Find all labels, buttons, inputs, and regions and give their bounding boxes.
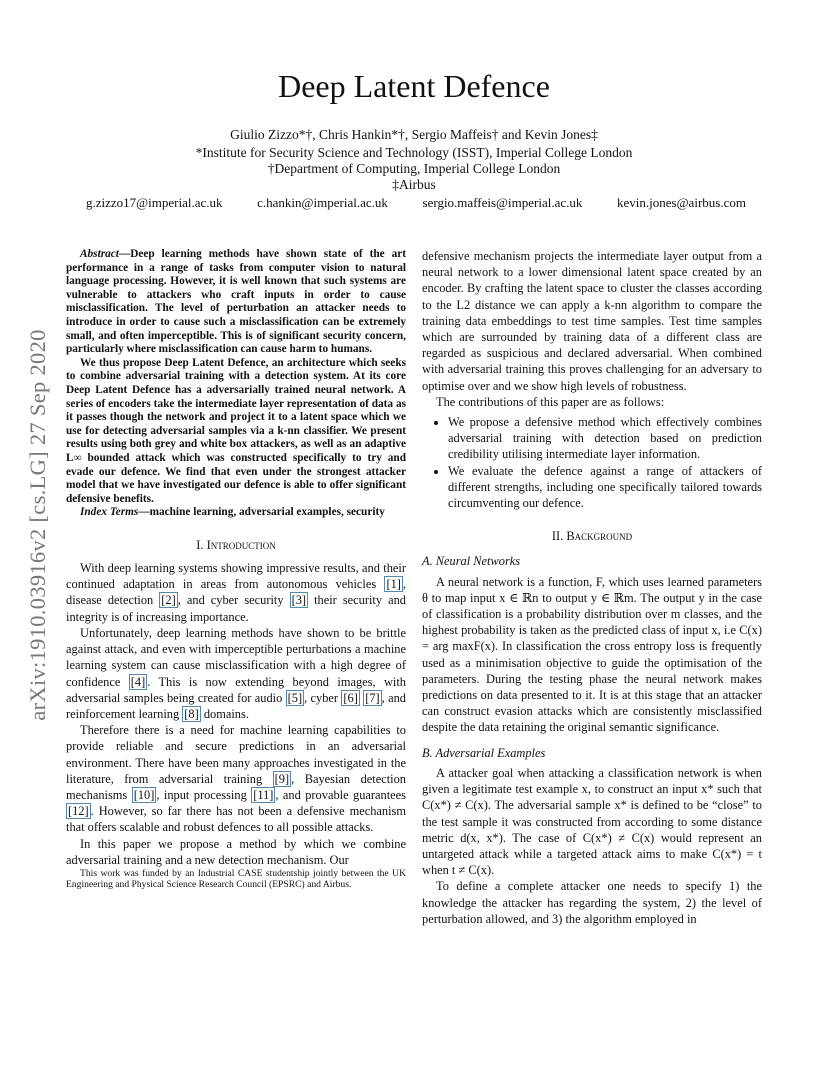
affiliation-airbus: ‡Airbus [392,177,436,192]
abstract-text: —Deep learning methods have shown state of the art performance in a range of tasks from computer vision to natural language processing. However, it is well known that such systems are vulnerable to attackers who craft inputs in order to cause misclassification. The level of perturbation an attacker needs to introduce in order to cause such a misclassification can be extremely small, and often imperceptible. This is of significant security concern, particularly where misclassification can cause harm to humans. [66,248,406,356]
index-terms-text: —machine learning, adversarial examples, security [138,506,385,519]
intro-p1: With deep learning systems showing impressive results, and their continued adaptation in areas from autonomous vehicles [1] , disease detection [2] , and cyber security [3] their security and integrity is of increasing importance. [66,561,406,624]
subsection-neural-networks: A. Neural Networks [422,554,521,569]
arxiv-sidebar [24,285,52,765]
intro-p2: Unfortunately, deep learning methods have shown to be brittle against attack, and even with imperceptible perturbations a machine learning system can cause misclassification with a high degree of confidence [4] . This is now extending beyond images, with adversarial samples being created for audio [5] , cyber [6] [7] , and reinforcement learning [8] domains. [66,625,407,721]
intro-p3: Therefore there is a need for machine learning capabilities to provide reliable and secure predictions in an adversarial environment. There have been many approaches investigated in the literature, from adversarial training [9] , Bayesian detection mechanisms [10] , input processing [11] , and provable guarantees [12] . However, so far there has not been a defensive mechanism that offers scalable and robust defences to all possible attacks. [66,723,406,835]
right-column [422,248,762,927]
email-zizzo[interactable]: g.zizzo17@imperial.ac.uk [86,195,223,210]
citation-link[interactable]: [6] [343,690,358,705]
list-item: • We propose a defensive method which effectively combines adversarial training with detection based on prediction credibility utilising intermediate layer information. [448,414,762,463]
section-intro-heading: I. Introduction [196,537,276,552]
index-terms [66,506,406,520]
contributions-intro: The contributions of this paper are as follows: [436,394,665,409]
intro-p4: In this paper we propose a method by which we combine adversarial training and a new detection mechanism. Our [66,836,406,867]
citation-link[interactable]: [9] [274,771,290,786]
email-jones[interactable]: kevin.jones@airbus.com [617,195,746,210]
paper-title: Deep Latent Defence [278,68,550,104]
citation-link[interactable]: [2] [161,593,176,608]
contributions-list [422,414,762,511]
abstract-p2: We thus propose Deep Latent Defence, an architecture which seeks to combine adversarial training with a detection system. At its core Deep Latent Defence has a adversarially trained neural network. A series of encoders take the intermediate layer representation of data as it passes though the network and project it to a latent space which we use for detecting adversarial samples via a k-nn classifier. We present results using both grey and white box attackers, as well as an adaptive L∞ bounded attack which was constructed specifically to try and evade our defence. We find that even under the strongest attacker model that we have investigated our defence is able to offer significant defensive benefits. [66,356,406,505]
citation-link[interactable]: [4] [130,674,146,689]
arxiv-identifier: arXiv:1910.03916v2 [cs.LG] 27 Sep 2020 [25,329,50,721]
subsection-adversarial-examples: B. Adversarial Examples [422,745,546,760]
index-terms-label: Index Terms [80,506,139,519]
citation-link[interactable]: [11] [253,787,274,802]
section-background-heading: II. Background [551,529,633,544]
list-item: • We evaluate the defence against a range of attackers of different strengths, including one specifically tailored towards circumventing our defence. [448,463,762,512]
affiliation-isst: *Institute for Security Science and Technology (ISST), Imperial College London [195,145,633,160]
author-list: Giulio Zizzo*†, Chris Hankin*†, Sergio Maffeis† and Kevin Jones‡ [230,127,598,142]
citation-link[interactable]: [5] [287,690,303,705]
citation-link[interactable]: [7] [365,690,380,705]
funding-footnote: This work was funded by an Industrial CASE studentship jointly between the UK Engineering and Physical Science Research Council (EPSRC) and Airbus. [66,867,406,891]
citation-link[interactable]: [1] [386,577,401,592]
left-column [66,248,406,890]
abstract [66,248,406,357]
citation-link[interactable]: [8] [184,706,199,721]
affiliation-computing: †Department of Computing, Imperial College London [267,161,561,176]
citation-link[interactable]: [10] [133,787,155,802]
citation-link[interactable]: [12] [68,804,89,819]
attacker-definition-text: To define a complete attacker one needs to specify 1) the knowledge the attacker has regarding the system, 2) the level of perturbation allowed, and 3) the algorithm employed in [422,879,762,926]
citation-link[interactable]: [3] [291,593,307,608]
email-row [86,195,746,211]
email-hankin[interactable]: c.hankin@imperial.ac.uk [257,195,388,210]
method-summary: defensive mechanism projects the intermediate layer output from a neural network to a lower dimensional latent space created by an encoder. By crafting the latent space to cluster the classes according to the L2 distance we can apply a k-nn algorithm to compare the training data embeddings to test time samples. Test time samples which are surrounded by training data of a different class are regarded as suspicious and declared adversarial. When combined with adversarial training this proves challenging for an adversary to optimise over and we show high levels of robustness. [422,249,762,393]
adversarial-examples-text: A attacker goal when attacking a classification network is when given a legitimate test example x, to construct an input x* such that C(x*) ≠ C(x). The adversarial sample x* is defined to be “close” to the test sample it was constructed from according to some distance metric d(x, x*). The case of C(x*) ≠ C(x) would represent an untargeted attack while a targeted attack aims to make C(x*) = t when t ≠ C(x). [422,765,762,878]
abstract-label: Abstract [80,248,119,260]
email-maffeis[interactable]: sergio.maffeis@imperial.ac.uk [422,195,583,210]
neural-networks-text: A neural network is a function, F, which uses learned parameters θ to map input x ∈ ℝn to output y ∈ ℝm. The output y in the case of classification is a probability distribution over m classes, and the highest probability is taken as the predicted class of input x, i.e C(x) = arg maxF(x). In classification the cross entropy loss is frequently used as a minimisation objective to guide the optimisation of the parameters. During the testing phase the neural network makes predictions on data presented to it. It is at this stage that an attacker can construct evasion attacks which are consistently misclassified despite the data retaining the original semantic significance. [422,574,762,735]
